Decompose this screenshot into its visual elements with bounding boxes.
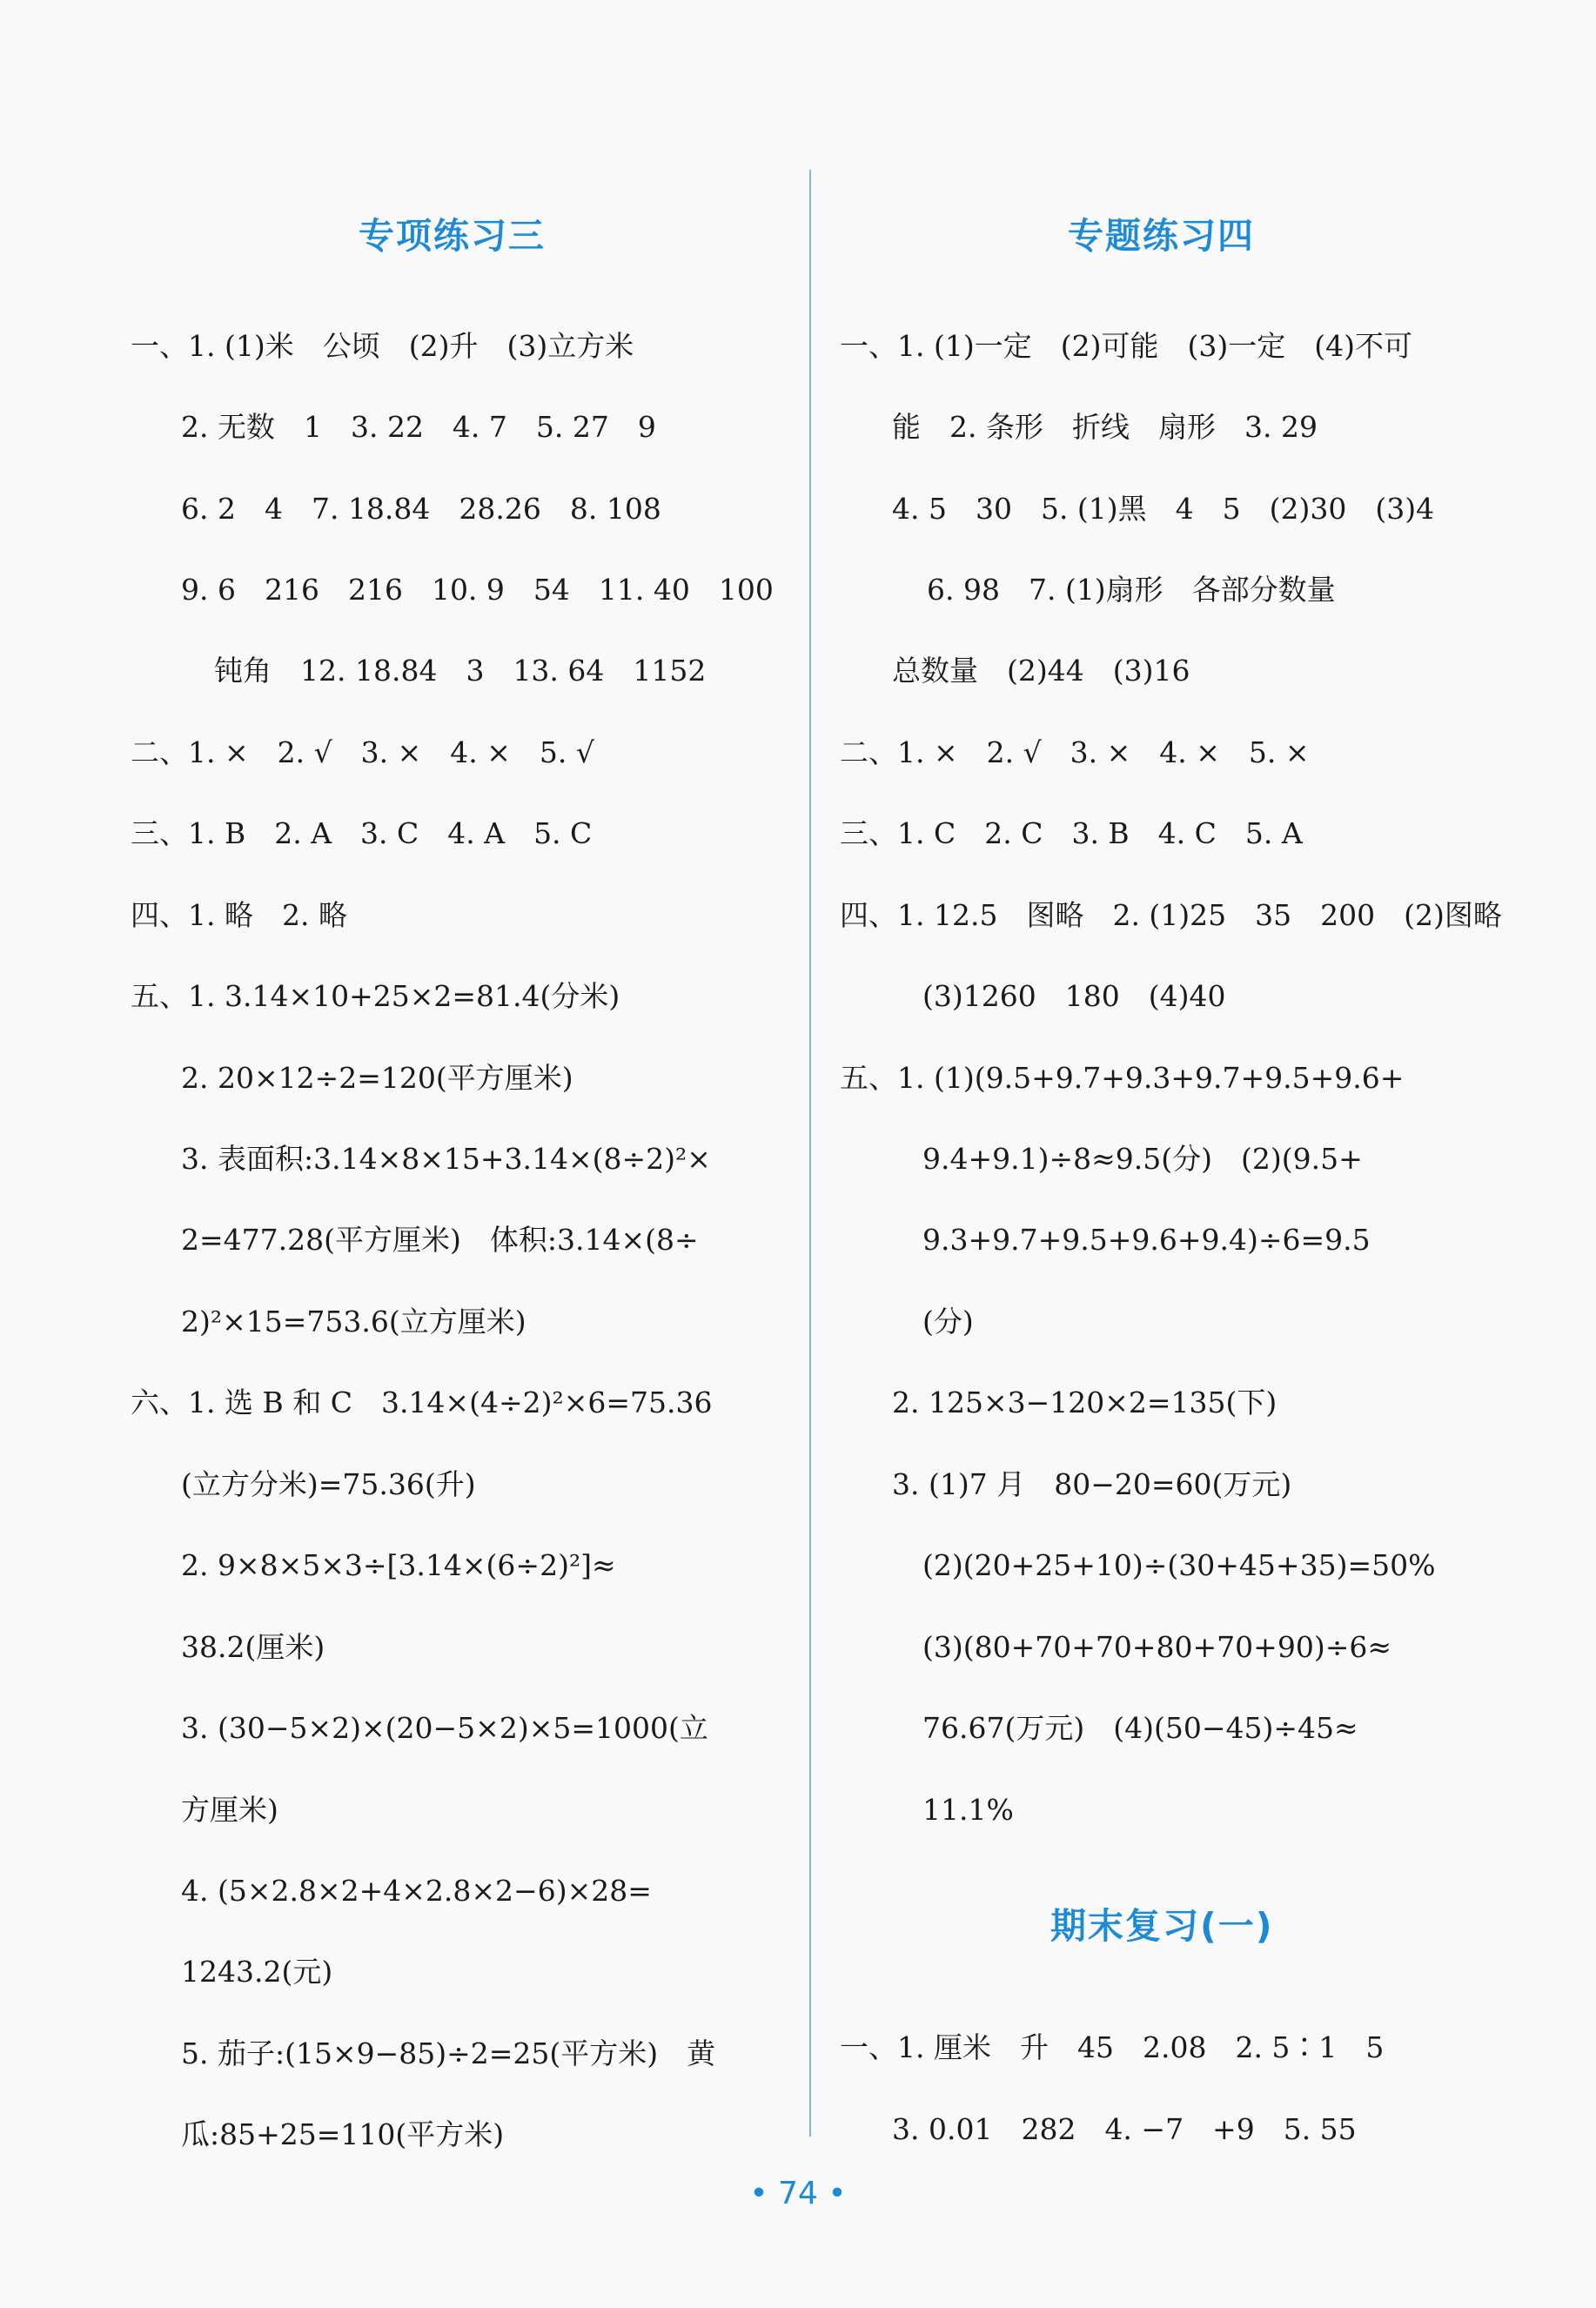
left-answer-line: 瓜:85+25=110(平方米) <box>181 2117 505 2151</box>
left-answer-line: 1243.2(元) <box>181 1955 333 1989</box>
right-answer-line: 五、1. (1)(9.5+9.7+9.3+9.7+9.5+9.6+ <box>840 1061 1405 1095</box>
right-answer-line: 总数量 (2)44 (3)16 <box>892 654 1190 688</box>
right-answer-line: 11.1% <box>922 1793 1014 1827</box>
left-answer-line: 方厘米) <box>181 1793 278 1827</box>
right-answer-line: 3. (1)7 月 80−20=60(万元) <box>892 1467 1292 1501</box>
right-answer-line: (3)(80+70+70+80+70+90)÷6≈ <box>922 1630 1391 1664</box>
column-divider <box>809 170 811 2137</box>
left-answer-line: 五、1. 3.14×10+25×2=81.4(分米) <box>131 979 620 1013</box>
right-review-answer-line: 3. 0.01 282 4. −7 +9 5. 55 <box>892 2112 1357 2146</box>
left-answer-line: 3. (30−5×2)×(20−5×2)×5=1000(立 <box>181 1711 708 1745</box>
right-answer-line: 9.4+9.1)÷8≈9.5(分) (2)(9.5+ <box>922 1142 1363 1176</box>
section-title-topic-4: 专题练习四 <box>1068 215 1255 257</box>
left-answer-line: 5. 茄子:(15×9−85)÷2=25(平方米) 黄 <box>181 2036 716 2070</box>
left-answer-line: (立方分米)=75.36(升) <box>181 1467 476 1501</box>
left-answer-line: 钝角 12. 18.84 3 13. 64 1152 <box>214 654 707 688</box>
right-answer-line: 一、1. (1)一定 (2)可能 (3)一定 (4)不可 <box>840 329 1412 363</box>
left-answer-line: 六、1. 选 B 和 C 3.14×(4÷2)²×6=75.36 <box>131 1385 713 1419</box>
section-title-practice-3: 专项练习三 <box>359 215 546 257</box>
left-answer-line: 一、1. (1)米 公顷 (2)升 (3)立方米 <box>131 329 634 363</box>
left-answer-line: 四、1. 略 2. 略 <box>131 898 347 932</box>
right-answer-line: (3)1260 180 (4)40 <box>922 979 1226 1013</box>
left-answer-line: 2)²×15=753.6(立方厘米) <box>181 1305 526 1339</box>
right-answer-line: 能 2. 条形 折线 扇形 3. 29 <box>892 410 1318 444</box>
right-answer-line: 二、1. × 2. √ 3. × 4. × 5. × <box>840 735 1310 769</box>
section-title-final-review-1: 期末复习(一) <box>1050 1905 1274 1947</box>
right-answer-line: 三、1. C 2. C 3. B 4. C 5. A <box>840 816 1303 850</box>
right-review-answer-line: 一、1. 厘米 升 45 2.08 2. 5∶1 5 <box>840 2030 1385 2064</box>
left-answer-line: 2. 无数 1 3. 22 4. 7 5. 27 9 <box>181 410 656 444</box>
right-answer-line: (分) <box>922 1305 974 1339</box>
left-answer-line: 三、1. B 2. A 3. C 4. A 5. C <box>131 816 593 850</box>
left-answer-line: 2. 9×8×5×3÷[3.14×(6÷2)²]≈ <box>181 1548 616 1582</box>
right-answer-line: (2)(20+25+10)÷(30+45+35)=50% <box>922 1548 1436 1582</box>
left-answer-line: 4. (5×2.8×2+4×2.8×2−6)×28= <box>181 1874 652 1908</box>
left-answer-line: 9. 6 216 216 10. 9 54 11. 40 100 <box>181 573 774 607</box>
left-answer-line: 6. 2 4 7. 18.84 28.26 8. 108 <box>181 492 661 526</box>
right-answer-line: 76.67(万元) (4)(50−45)÷45≈ <box>922 1711 1358 1745</box>
left-answer-line: 38.2(厘米) <box>181 1630 325 1664</box>
page-number: • 74 • <box>749 2176 847 2211</box>
left-answer-line: 2=477.28(平方厘米) 体积:3.14×(8÷ <box>181 1223 699 1257</box>
left-answer-line: 二、1. × 2. √ 3. × 4. × 5. √ <box>131 735 594 769</box>
right-answer-line: 9.3+9.7+9.5+9.6+9.4)÷6=9.5 <box>922 1223 1371 1257</box>
right-answer-line: 6. 98 7. (1)扇形 各部分数量 <box>927 573 1336 607</box>
right-answer-line: 四、1. 12.5 图略 2. (1)25 35 200 (2)图略 <box>840 898 1502 932</box>
left-answer-line: 3. 表面积:3.14×8×15+3.14×(8÷2)²× <box>181 1142 711 1176</box>
right-answer-line: 2. 125×3−120×2=135(下) <box>892 1385 1277 1419</box>
left-answer-line: 2. 20×12÷2=120(平方厘米) <box>181 1061 573 1095</box>
right-answer-line: 4. 5 30 5. (1)黑 4 5 (2)30 (3)4 <box>892 492 1435 526</box>
